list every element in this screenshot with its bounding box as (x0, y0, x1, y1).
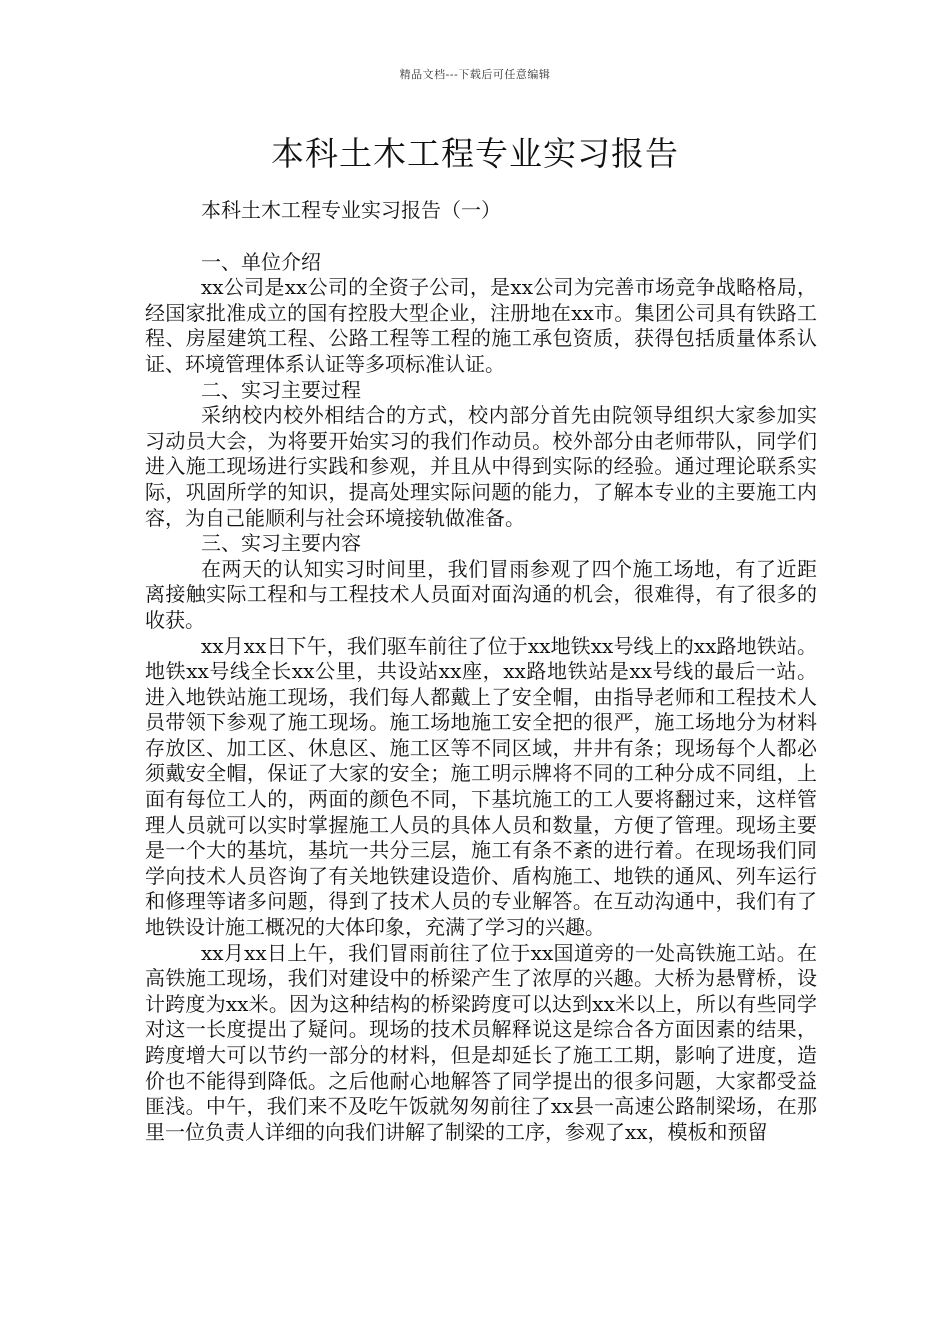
paragraph-company-intro: xx公司是xx公司的全资子公司，是xx公司为完善市场竞争战略格局，经国家批准成立的国有控股大型企业，注册地在xx市。集团公司具有铁路工程、房屋建筑工程、公路工程等工程的施工承包资质，获得包括质量体系认证、环境管理体系认证等多项标准认证。 (145, 275, 817, 376)
document-body (145, 198, 817, 1145)
document-subtitle: 本科土木工程专业实习报告（一） (201, 198, 501, 222)
paragraph-internship-process: 采纳校内校外相结合的方式，校内部分首先由院领导组织大家参加实习动员大会，为将要开始实习的我们作动员。校外部分由老师带队，同学们进入施工现场进行实践和参观，并且从中得到实际的经验。通过理论联系实际，巩固所学的知识，提高处理实际问题的能力，了解本专业的主要施工内容，为自己能顺利与社会环境接轨做准备。 (145, 403, 817, 530)
document-title: 本科土木工程专业实习报告 (271, 134, 679, 173)
section-heading-company-intro: 一、单位介绍 (201, 249, 321, 274)
paragraph-content-overview: 在两天的认知实习时间里，我们冒雨参观了四个施工场地，有了近距离接触实际工程和与工程技术人员面对面沟通的机会，很难得，有了很多的收获。 (145, 556, 817, 632)
section-heading-internship-content: 三、实习主要内容 (201, 531, 361, 556)
paragraph-railway-visit: xx月xx日上午，我们冒雨前往了位于xx国道旁的一处高铁施工站。在高铁施工现场，我们对建设中的桥梁产生了浓厚的兴趣。大桥为悬臂桥，设计跨度为xx米。因为这种结构的桥梁跨度可以达到xx米以上，所以有些同学对这一长度提出了疑问。现场的技术员解释说这是综合各方面因素的结果，跨度增大可以节约一部分的材料，但是却延长了施工工期，影响了进度，造价也不能得到降低。之后他耐心地解答了同学提出的很多问题，大家都受益匪浅。中午，我们来不及吃午饭就匆匆前往了xx县一高速公路制梁场，在那里一位负责人详细的向我们讲解了制梁的工序，参观了xx，模板和预留 (145, 940, 817, 1144)
paragraph-metro-visit: xx月xx日下午，我们驱车前往了位于xx地铁xx号线上的xx路地铁站。地铁xx号线全长xx公里，共设站xx座，xx路地铁站是xx号线的最后一站。进入地铁站施工现场，我们每人都戴上了安全帽，由指导老师和工程技术人员带领下参观了施工现场。施工场地施工安全把的很严，施工场地分为材料存放区、加工区、休息区、施工区等不同区域，井井有条；现场每个人都必须戴安全帽，保证了大家的安全；施工明示牌将不同的工种分成不同组，上面有每位工人的，两面的颜色不同，下基坑施工的工人要将翻过来，这样管理人员就可以实时掌握施工人员的具体人员和数量，方便了管理。现场主要是一个大的基坑，基坑一共分三层，施工有条不紊的进行着。在现场我们同学向技术人员咨询了有关地铁建设造价、盾构施工、地铁的通风、列车运行和修理等诸多问题，得到了技术人员的专业解答。在互动沟通中，我们有了地铁设计施工概况的大体印象，充满了学习的兴趣。 (145, 633, 817, 940)
section-heading-internship-process: 二、实习主要过程 (201, 377, 361, 402)
header-note: 精品文档---下载后可任意编辑 (399, 68, 551, 81)
